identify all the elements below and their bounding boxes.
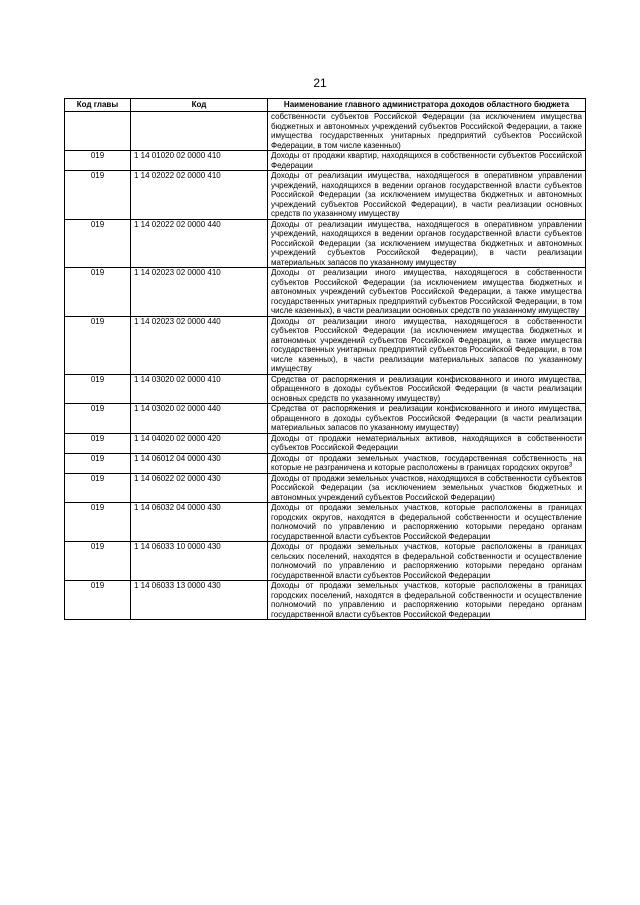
chapter-code-cell: 019 <box>65 473 131 503</box>
chapter-code-cell: 019 <box>65 433 131 453</box>
revenue-name-text: Средства от распоряжения и реализации конфискованного и иного имущества, обращенного в доходы субъектов Российской Федерации (в части реализации основных средств по указанному имуществу) <box>271 374 582 403</box>
revenue-name-text: Доходы от продажи нематериальных активов, находящихся в собственности субъектов Российской Федерации <box>271 433 582 452</box>
revenue-name-cell <box>268 433 586 453</box>
chapter-code-cell: 019 <box>65 268 131 317</box>
revenue-name-text: Доходы от продажи земельных участков, которые расположены в границах городских округов, находятся в федеральной собственности и осуществление полномочий по управлению и распоряжению которыми передано органам государственной власти субъектов Российской Федерации <box>271 503 582 541</box>
chapter-code-cell: 019 <box>65 219 131 268</box>
table-row <box>65 581 586 620</box>
table-row <box>65 404 586 434</box>
table-row <box>65 374 586 404</box>
continuation-chapter-cell <box>65 112 131 151</box>
revenue-name-text: Доходы от продажи земельных участков, которые расположены в границах городских поселений, находятся в федеральной собственности и осуществление полномочий по управлению и распоряжению которыми передано органам государственной власти субъектов Российской Федерации <box>271 581 582 619</box>
chapter-code-cell: 019 <box>65 404 131 434</box>
table-row <box>65 151 586 171</box>
continuation-name-cell: собственности субъектов Российской Федерации (за исключением имущества бюджетных и автономных учреждений субъектов Российской Федерации, а также имущества государственных унитарных предприятий субъектов Российской Федерации, в том числе казенных) <box>268 112 586 151</box>
revenue-name-text: Средства от распоряжения и реализации конфискованного и иного имущества, обращенного в доходы субъектов Российской Федерации (в части реализации материальных запасов по указанному имуществу) <box>271 404 582 432</box>
revenue-name-text: Доходы от продажи земельных участков, государственная собственность на которые не разграничена и которые расположены в границах городских округов <box>271 453 582 472</box>
chapter-code-cell: 019 <box>65 151 131 171</box>
chapter-code-cell: 019 <box>65 316 131 374</box>
revenue-name-cell <box>268 542 586 581</box>
table-row <box>65 433 586 453</box>
revenue-name-text: Доходы от реализации иного имущества, находящегося в собственности субъектов Российской Федерации (за исключением имущества бюджетных и автономных учреждений субъектов Российской Федерации, а также имущества государственных унитарных предприятий субъектов Российской Федерации, в том числе казенных), в части реализации основных средств по указанному имуществу <box>271 268 582 315</box>
budget-code-cell: 1 14 06022 02 0000 430 <box>131 473 268 503</box>
chapter-code-cell: 019 <box>65 453 131 473</box>
table-row <box>65 268 586 317</box>
budget-code-cell: 1 14 06012 04 0000 430 <box>131 453 268 473</box>
budget-code-cell: 1 14 03020 02 0000 410 <box>131 374 268 404</box>
budget-code-cell: 1 14 03020 02 0000 440 <box>131 404 268 434</box>
footnote-marker: 3 <box>568 462 573 469</box>
revenue-name-text: Доходы от продажи земельных участков, которые расположены в границах сельских поселений, находятся в федеральной собственности и осуществление полномочий по управлению и распоряжению которыми передано органам государственной власти субъектов Российской Федерации <box>271 542 582 580</box>
table-row <box>65 316 586 374</box>
revenue-name-text: Доходы от реализации имущества, находящегося в оперативном управлении учреждений, находящихся в ведении органов государственной власти субъектов Российской Федерации (за исключением имущества бюджетных и автономных учреждений субъектов Российской Федерации), в части реализации основных средств по указанному имуществу <box>271 171 582 218</box>
budget-code-cell: 1 14 04020 02 0000 420 <box>131 433 268 453</box>
chapter-code-cell: 019 <box>65 581 131 620</box>
table-row <box>65 219 586 268</box>
revenue-name-cell <box>268 374 586 404</box>
table-row <box>65 473 586 503</box>
budget-code-cell: 1 14 02022 02 0000 440 <box>131 219 268 268</box>
header-name: Наименование главного администратора доходов областного бюджета <box>268 99 586 112</box>
budget-code-cell: 1 14 06032 04 0000 430 <box>131 503 268 542</box>
revenue-name-cell <box>268 581 586 620</box>
revenue-name-cell <box>268 503 586 542</box>
chapter-code-cell: 019 <box>65 542 131 581</box>
continuation-row <box>65 112 586 151</box>
revenue-name-text: Доходы от продажи земельных участков, находящихся в собственности субъектов Российской Федерации (за исключением земельных участков бюджетных и автономных учреждений субъектов Российской Федерации) <box>271 473 582 502</box>
budget-code-cell: 1 14 02023 02 0000 410 <box>131 268 268 317</box>
table-row <box>65 503 586 542</box>
header-chapter-code: Код главы <box>65 99 131 112</box>
revenue-name-cell <box>268 453 586 473</box>
budget-code-cell: 1 14 06033 10 0000 430 <box>131 542 268 581</box>
budget-code-cell: 1 14 06033 13 0000 430 <box>131 581 268 620</box>
header-code: Код <box>131 99 268 112</box>
budget-code-cell: 1 14 02022 02 0000 410 <box>131 171 268 220</box>
revenue-name-cell <box>268 268 586 317</box>
chapter-code-cell: 019 <box>65 171 131 220</box>
table-header-row <box>65 99 586 112</box>
chapter-code-cell: 019 <box>65 374 131 404</box>
table-row <box>65 171 586 220</box>
revenue-name-cell <box>268 404 586 434</box>
revenue-name-cell <box>268 171 586 220</box>
page-number: 21 <box>313 76 327 90</box>
revenue-name-cell <box>268 316 586 374</box>
budget-code-cell: 1 14 02023 02 0000 440 <box>131 316 268 374</box>
continuation-code-cell <box>131 112 268 151</box>
revenue-name-text: Доходы от реализации имущества, находящегося в оперативном управлении учреждений, находящихся в ведении органов государственной власти субъектов Российской Федерации (за исключением имущества бюджетных и автономных учреждений субъектов Российской Федерации), в части реализации материальных запасов по указанному имуществу <box>271 219 582 267</box>
revenue-name-cell <box>268 151 586 171</box>
revenue-name-cell <box>268 219 586 268</box>
budget-code-cell: 1 14 01020 02 0000 410 <box>131 151 268 171</box>
revenue-name-text: Доходы от продажи квартир, находящихся в собственности субъектов Российской Федерации <box>271 151 582 170</box>
revenue-administrators-table <box>64 98 586 620</box>
revenue-name-cell <box>268 473 586 503</box>
chapter-code-cell: 019 <box>65 503 131 542</box>
table-row <box>65 453 586 473</box>
revenue-name-text: Доходы от реализации иного имущества, находящегося в собственности субъектов Российской Федерации (за исключением имущества бюджетных и автономных учреждений субъектов Российской Федерации, а также имущества государственных унитарных предприятий субъектов Российской Федерации, в том числе казенных), в части реализации материальных запасов по указанному имуществу <box>271 316 582 373</box>
table-row <box>65 542 586 581</box>
